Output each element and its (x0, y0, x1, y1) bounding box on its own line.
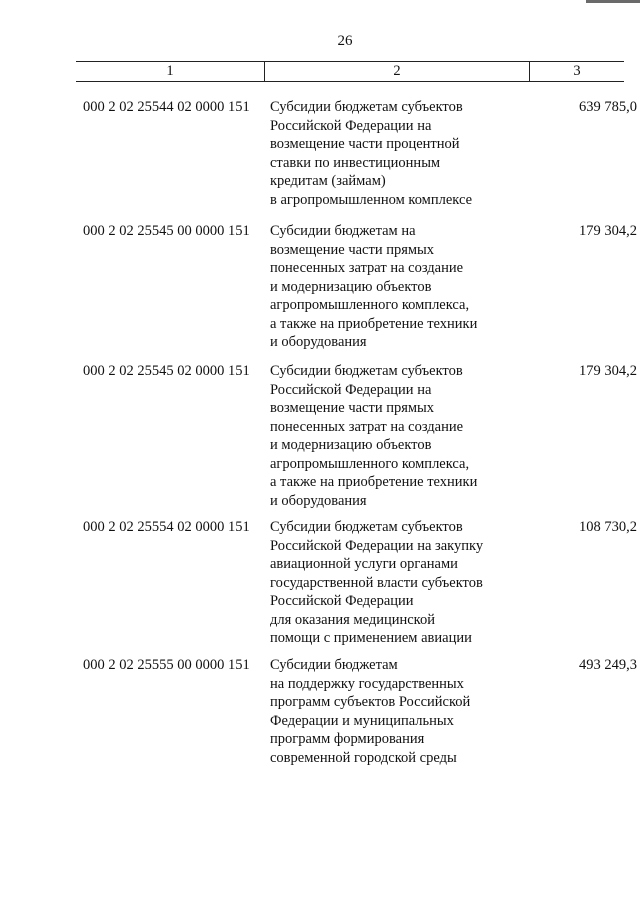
description-line: помощи с применением авиации (270, 630, 472, 646)
description-line: программ субъектов Российской (270, 694, 471, 710)
amount-value: 108 730,2 (579, 519, 637, 535)
description-line: возмещение части процентной (270, 136, 460, 152)
description-line: в агропромышленном комплексе (270, 191, 473, 208)
budget-code: 000 2 02 25545 02 0000 151 (83, 363, 250, 379)
description-line: и модернизацию объектов (270, 437, 432, 453)
description-line: понесенных затрат на создание (270, 260, 464, 276)
description-line: и модернизацию объектов (270, 278, 432, 295)
table-header (76, 61, 624, 82)
row-description (270, 656, 520, 767)
budget-code: 000 2 02 25555 00 0000 151 (83, 657, 250, 673)
page-number: 26 (337, 33, 353, 49)
description-line: понесенных затрат на создание (270, 418, 464, 435)
description-line: а также на приобретение техники (270, 474, 478, 490)
column-header-3: 3 (573, 63, 581, 79)
description-line: для оказания медицинской (270, 611, 435, 628)
amount-value: 179 304,2 (579, 223, 637, 239)
column-header-1: 1 (166, 63, 174, 79)
description-line: возмещение части прямых (270, 400, 435, 416)
description-line: Российской Федерации на (270, 381, 432, 398)
amount-value: 639 785,0 (579, 99, 637, 115)
row-description (270, 518, 520, 648)
description-line: возмещение части прямых (270, 241, 435, 258)
description-line: Российской Федерации на закупку (270, 537, 484, 554)
description-line: кредитам (займам) (270, 173, 386, 189)
description-line: а также на приобретение техники (270, 315, 478, 332)
amount-value: 179 304,2 (579, 363, 637, 379)
description-line: ставки по инвестиционным (270, 154, 441, 171)
row-description (270, 222, 520, 352)
amount-value: 493 249,3 (579, 657, 637, 673)
description-line: Субсидии бюджетам субъектов (270, 519, 463, 535)
scan-edge-mark (586, 0, 640, 3)
description-line: Субсидии бюджетам субъектов (270, 99, 463, 115)
description-line: и оборудования (270, 334, 367, 350)
description-line: агропромышленного комплекса, (270, 297, 470, 313)
description-line: государственной власти субъектов (270, 574, 483, 591)
description-line: программ формирования (270, 731, 425, 747)
row-description (270, 362, 520, 510)
description-line: авиационной услуги органами (270, 556, 458, 572)
description-line: Российской Федерации на (270, 117, 432, 134)
budget-code: 000 2 02 25554 02 0000 151 (83, 519, 250, 535)
description-line: агропромышленного комплекса, (270, 455, 470, 472)
description-line: Субсидии бюджетам (270, 657, 398, 673)
description-line: Субсидии бюджетам на (270, 223, 416, 239)
column-header-2: 2 (264, 62, 530, 81)
description-line: Субсидии бюджетам субъектов (270, 363, 463, 379)
description-line: современной городской среды (270, 749, 457, 766)
description-line: Российской Федерации (270, 593, 414, 609)
description-line: и оборудования (270, 492, 367, 509)
description-line: на поддержку государственных (270, 675, 464, 692)
budget-code: 000 2 02 25544 02 0000 151 (83, 99, 250, 115)
row-description (270, 98, 520, 209)
description-line: Федерации и муниципальных (270, 712, 454, 729)
budget-code: 000 2 02 25545 00 0000 151 (83, 223, 250, 239)
